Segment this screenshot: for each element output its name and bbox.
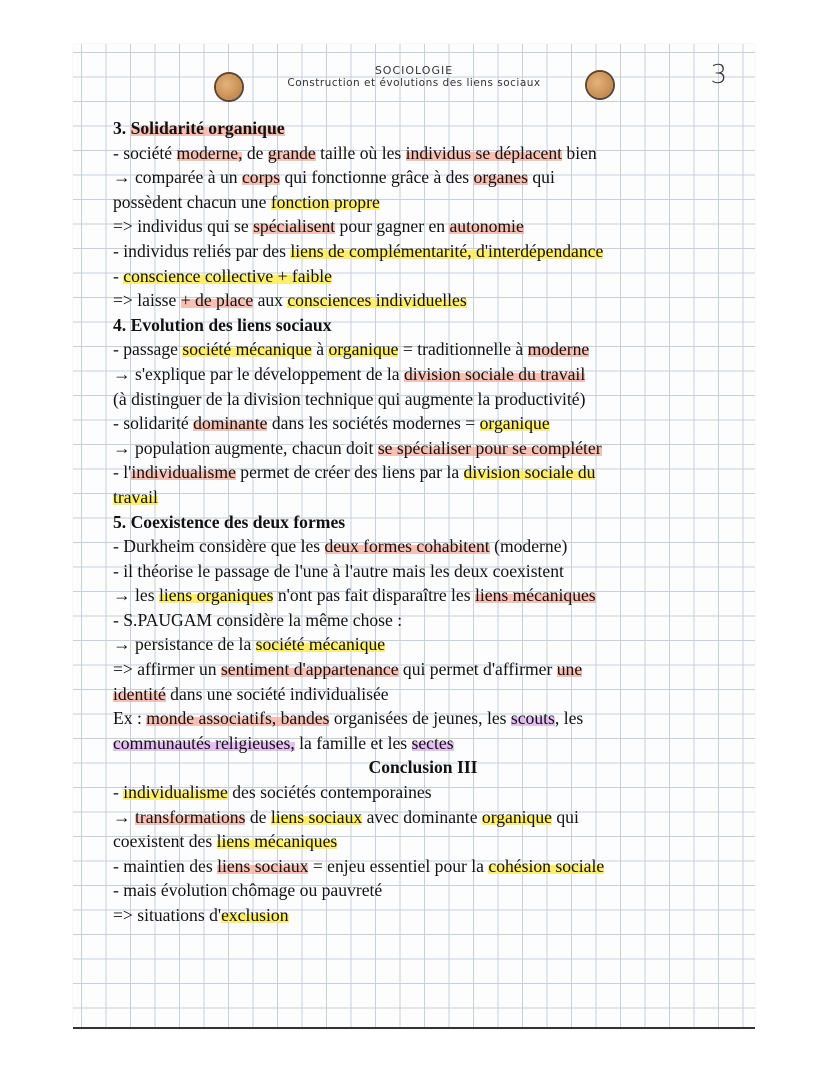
highlighted-text: conscience collective + faible bbox=[123, 265, 332, 286]
highlighted-text: organes bbox=[473, 167, 528, 188]
text-segment: - Durkheim considère que les bbox=[113, 536, 325, 557]
page-header bbox=[73, 64, 755, 89]
text-segment: => affirmer un bbox=[113, 659, 221, 680]
text-segment: qui permet d'affirmer bbox=[398, 659, 557, 680]
section-heading bbox=[113, 116, 733, 141]
text-segment: 4. Evolution des liens sociaux bbox=[113, 314, 332, 335]
conclusion-heading bbox=[113, 755, 733, 780]
highlighted-text: société mécanique bbox=[182, 339, 312, 360]
highlighted-text: cohésion sociale bbox=[488, 855, 605, 876]
highlighted-text: liens organiques bbox=[158, 585, 274, 606]
highlighted-text: deux formes cohabitent bbox=[324, 536, 490, 557]
text-segment: → population augmente, chacun doit bbox=[113, 437, 378, 458]
text-segment: - individus reliés par des bbox=[113, 240, 291, 261]
highlighted-text: sentiment d'appartenance bbox=[220, 659, 399, 680]
text-segment: Conclusion III bbox=[368, 757, 478, 778]
note-line bbox=[113, 731, 733, 756]
highlighted-text: autonomie bbox=[449, 216, 524, 237]
note-line bbox=[113, 214, 733, 239]
text-segment: => situations d' bbox=[113, 905, 222, 925]
highlighted-text: individus se déplacent bbox=[405, 142, 563, 163]
note-line bbox=[113, 141, 733, 166]
text-segment: bien bbox=[562, 142, 597, 163]
text-segment: → persistance de la bbox=[113, 634, 256, 655]
note-line bbox=[113, 436, 733, 461]
note-line bbox=[113, 460, 733, 485]
chapter-title: Construction et évolutions des liens sociaux bbox=[287, 77, 541, 89]
text-segment: de bbox=[245, 806, 271, 827]
text-segment: - mais évolution chômage ou pauvreté bbox=[113, 880, 383, 901]
text-segment: → les bbox=[113, 585, 159, 606]
text-segment: - bbox=[113, 265, 124, 286]
text-segment: qui bbox=[527, 167, 555, 188]
note-line bbox=[113, 854, 733, 879]
text-segment: qui fonctionne grâce à des bbox=[280, 167, 474, 188]
text-segment: (à distinguer de la division technique qui augmente la productivité) bbox=[113, 388, 586, 409]
text-segment: - passage bbox=[113, 339, 183, 360]
text-segment: = enjeu essentiel pour la bbox=[308, 855, 489, 876]
text-segment: , les bbox=[554, 708, 584, 729]
text-segment: avec dominante bbox=[362, 806, 482, 827]
highlighted-text: grande bbox=[267, 142, 316, 163]
text-segment: → comparée à un bbox=[113, 167, 242, 188]
note-line bbox=[113, 411, 733, 436]
highlighted-text: dominante bbox=[193, 413, 268, 434]
highlighted-text: liens sociaux bbox=[217, 855, 309, 876]
highlighted-text: transformations bbox=[135, 806, 246, 827]
highlighted-text: travail bbox=[113, 486, 158, 507]
highlighted-text: fonction propre bbox=[270, 191, 380, 212]
text-segment: possèdent chacun une bbox=[113, 191, 271, 212]
note-line bbox=[113, 829, 733, 854]
text-segment: pour gagner en bbox=[335, 216, 450, 237]
text-segment: aux bbox=[253, 290, 288, 311]
highlighted-text: division sociale du travail bbox=[403, 363, 586, 384]
highlighted-text: spécialisent bbox=[253, 216, 336, 237]
text-segment: = traditionnelle à bbox=[398, 339, 528, 360]
highlighted-text: liens mécaniques bbox=[474, 585, 596, 606]
highlighted-text: se spécialiser pour se compléter bbox=[377, 437, 602, 458]
text-segment: à bbox=[311, 339, 329, 360]
text-segment: => laisse bbox=[113, 290, 181, 311]
note-line bbox=[113, 608, 733, 633]
highlighted-text: une bbox=[556, 659, 583, 680]
highlighted-text: société mécanique bbox=[255, 634, 386, 655]
note-line bbox=[113, 706, 733, 731]
text-segment: qui bbox=[551, 806, 579, 827]
highlighted-text: organique bbox=[481, 806, 552, 827]
text-segment: Ex : bbox=[113, 708, 147, 729]
highlighted-text: liens mécaniques bbox=[216, 831, 338, 852]
highlighted-text: moderne, bbox=[176, 142, 243, 163]
highlighted-text: monde associatifs, bandes bbox=[146, 708, 330, 729]
note-line bbox=[113, 682, 733, 707]
note-line bbox=[113, 534, 733, 559]
text-segment: 3. bbox=[113, 118, 131, 138]
note-line bbox=[113, 805, 733, 830]
highlighted-text: consciences individuelles bbox=[287, 290, 467, 311]
note-line bbox=[113, 780, 733, 805]
text-segment: - l' bbox=[113, 462, 132, 483]
note-line bbox=[113, 559, 733, 584]
highlighted-text: liens de complémentarité, d'interdépendance bbox=[290, 240, 604, 261]
note-line bbox=[113, 485, 733, 510]
text-segment: → s'explique par le développement de la bbox=[113, 363, 404, 384]
text-segment: (moderne) bbox=[489, 536, 568, 557]
note-line bbox=[113, 632, 733, 657]
highlighted-text: organique bbox=[328, 339, 399, 360]
subject-title: SOCIOLOGIE bbox=[374, 64, 454, 77]
highlighted-text: liens sociaux bbox=[270, 806, 363, 827]
note-line bbox=[113, 878, 733, 903]
text-segment: → bbox=[113, 806, 135, 827]
highlighted-text: sectes bbox=[411, 732, 454, 753]
notebook-page bbox=[73, 44, 755, 1029]
highlighted-text: individualisme bbox=[123, 782, 228, 803]
text-segment: la famille et les bbox=[294, 732, 412, 753]
highlighted-text: division sociale du bbox=[463, 462, 596, 483]
highlighted-text: individualisme bbox=[131, 462, 236, 483]
note-line bbox=[113, 903, 733, 928]
highlighted-text: identité bbox=[113, 683, 166, 704]
text-segment: des sociétés contemporaines bbox=[227, 782, 432, 803]
note-line bbox=[113, 165, 733, 190]
section-heading bbox=[113, 313, 733, 338]
highlighted-text: organique bbox=[479, 413, 550, 434]
note-line bbox=[113, 337, 733, 362]
text-segment: n'ont pas fait disparaître les bbox=[273, 585, 475, 606]
highlighted-text: moderne bbox=[527, 339, 590, 360]
text-segment: 5. Coexistence des deux formes bbox=[113, 511, 346, 532]
note-line bbox=[113, 264, 733, 289]
text-segment: - solidarité bbox=[113, 413, 194, 434]
text-segment: - il théorise le passage de l'une à l'autre mais les deux coexistent bbox=[113, 560, 564, 581]
highlighted-text: communautés religieuses, bbox=[113, 732, 295, 753]
text-segment: - maintien des bbox=[113, 855, 218, 876]
text-segment: taille où les bbox=[315, 142, 406, 163]
section-heading bbox=[113, 510, 733, 535]
text-segment: de bbox=[242, 142, 268, 163]
note-line bbox=[113, 583, 733, 608]
note-line bbox=[113, 190, 733, 215]
text-segment: - S.PAUGAM considère la même chose : bbox=[113, 609, 403, 630]
note-line bbox=[113, 288, 733, 313]
text-segment: dans une société individualisée bbox=[165, 683, 389, 704]
highlighted-text: corps bbox=[241, 167, 281, 188]
highlighted-text: scouts bbox=[510, 708, 555, 729]
text-segment: coexistent des bbox=[113, 831, 217, 852]
note-line bbox=[113, 239, 733, 264]
highlighted-text: Solidarité organique bbox=[130, 118, 285, 138]
text-segment: - bbox=[113, 782, 124, 803]
text-segment: organisées de jeunes, les bbox=[329, 708, 511, 729]
text-segment: => individus qui se bbox=[113, 216, 254, 237]
note-line bbox=[113, 387, 733, 412]
highlighted-text: + de place bbox=[180, 290, 254, 311]
page-number: 3 bbox=[710, 60, 727, 90]
notes-body bbox=[113, 116, 733, 928]
text-segment: - société bbox=[113, 142, 177, 163]
note-line bbox=[113, 362, 733, 387]
text-segment: dans les sociétés modernes = bbox=[267, 413, 480, 434]
text-segment: permet de créer des liens par la bbox=[235, 462, 464, 483]
highlighted-text: exclusion bbox=[221, 905, 289, 925]
note-line bbox=[113, 657, 733, 682]
